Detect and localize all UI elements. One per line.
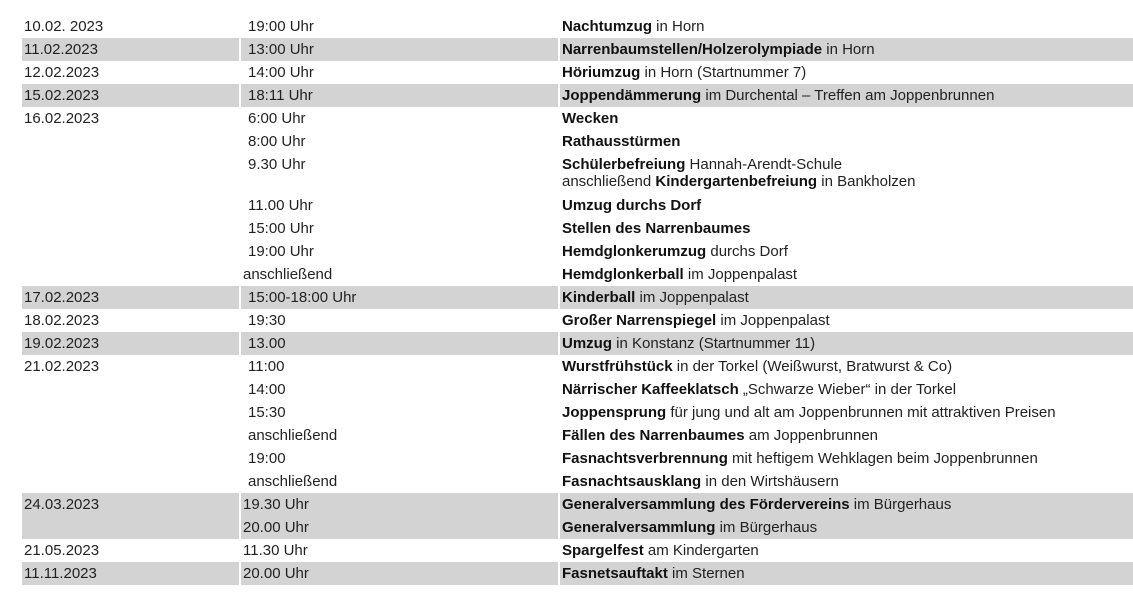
date-cell [22,107,239,130]
event-title: Nachtumzug [562,18,652,35]
event-cell [560,61,1133,84]
event-time: 15:30 [248,404,286,421]
date-cell [22,84,239,107]
date-cell [22,562,239,585]
table-row [22,153,1133,194]
event-time: 20.00 Uhr [243,519,309,536]
event-title: Wurstfrühstück [562,358,673,375]
event-title: Hemdglonkerumzug [562,243,707,260]
date-cell [22,355,239,378]
time-cell [241,194,558,217]
event-description-line [562,519,817,536]
table-row [22,539,1133,562]
time-cell [241,217,558,240]
time-cell [241,309,558,332]
time-cell [241,401,558,424]
table-row [22,194,1133,217]
event-detail: in der Torkel (Weißwurst, Bratwurst & Co) [672,358,953,375]
event-cell [560,424,1133,447]
event-title: Generalversammlung des Fördervereins [562,496,850,513]
event-date: 11.02.2023 [24,41,98,58]
date-cell [22,194,239,217]
event-title: Großer Narrenspiegel [562,312,717,329]
date-cell [22,447,239,470]
event-title: Fasnetsauftakt [562,565,668,582]
event-title: Fasnachtsverbrennung [562,450,728,467]
event-description [562,266,797,283]
event-description [562,565,745,582]
event-description [562,335,815,352]
event-cell [560,332,1133,355]
event-detail: in Horn [652,18,705,35]
event-description-line [562,18,705,35]
date-cell [22,61,239,84]
event-time: 11:00 [248,358,285,375]
event-time: 19:00 Uhr [248,18,314,35]
event-detail: in Konstanz (Startnummer 11) [612,335,816,352]
time-cell [241,84,558,107]
event-date: 16.02.2023 [24,110,100,127]
event-description-line [562,427,878,444]
event-cell [560,15,1133,38]
event-description-line [562,473,839,490]
event-description [562,427,878,444]
event-description [562,381,956,398]
event-cell [560,107,1133,130]
date-cell [22,516,239,539]
table-row [22,378,1133,401]
table-row [22,240,1133,263]
table-row [22,263,1133,286]
event-title: Närrischer Kaffeeklatsch [562,381,739,398]
table-row [22,309,1133,332]
time-cell [241,107,558,130]
event-time: 15:00 Uhr [248,220,314,237]
event-title: Fasnachtsausklang [562,473,702,490]
event-time: anschließend [243,266,333,283]
table-row [22,130,1133,153]
event-description [562,450,1038,467]
event-cell [560,493,1133,516]
table-row [22,447,1133,470]
event-cell [560,194,1133,217]
event-description [562,64,806,81]
event-description [562,41,875,58]
event-title: Schülerbefreiung [562,156,686,173]
date-cell [22,401,239,424]
event-date: 21.02.2023 [24,358,100,375]
event-title: Generalversammlung [562,519,716,536]
time-cell [241,378,558,401]
event-description-line [562,64,806,81]
event-cell [560,84,1133,107]
table-row [22,107,1133,130]
table-row [22,562,1133,585]
event-title: Joppensprung [562,404,667,421]
event-cell [560,38,1133,61]
event-detail: im Bürgerhaus [849,496,952,513]
table-row [22,516,1133,539]
date-cell [22,263,239,286]
time-cell [241,355,558,378]
event-description [562,197,701,214]
event-detail: in Horn (Startnummer 7) [640,64,807,81]
event-title: Hemdglonkerball [562,266,684,283]
event-description-line [562,156,916,173]
event-cell [560,286,1133,309]
event-time: 13:00 Uhr [248,41,314,58]
time-cell [241,38,558,61]
event-date: 19.02.2023 [24,335,100,352]
event-description [562,404,1056,421]
event-title: Höriumzug [562,64,641,81]
event-title: Wecken [562,110,619,127]
event-description-line [562,335,815,352]
event-description [562,312,830,329]
event-date: 17.02.2023 [24,289,100,306]
event-description [562,156,916,190]
event-description-line [562,133,680,150]
event-detail: im Joppenpalast [683,266,798,283]
event-time: 11.30 Uhr [243,542,308,559]
table-row [22,286,1133,309]
date-cell [22,470,239,493]
table-row [22,470,1133,493]
table-row [22,332,1133,355]
event-detail: im Bürgerhaus [715,519,818,536]
event-description-line [562,289,749,306]
event-cell [560,355,1133,378]
event-date: 21.05.2023 [24,542,100,559]
table-row [22,217,1133,240]
event-time: 19:00 Uhr [248,243,314,260]
event-description [562,496,951,513]
date-cell [22,378,239,401]
event-time: 15:00-18:00 Uhr [248,289,357,306]
time-cell [241,15,558,38]
event-description-line [562,41,875,58]
event-cell [560,401,1133,424]
time-cell [241,240,558,263]
event-detail: im Sternen [667,565,745,582]
event-description-line [562,358,952,375]
event-description-line [562,173,916,190]
table-row [22,15,1133,38]
event-date: 24.03.2023 [24,496,100,513]
event-detail: am Joppenbrunnen [744,427,879,444]
time-cell [241,493,558,516]
time-cell [241,516,558,539]
time-cell [241,562,558,585]
table-row [22,38,1133,61]
event-time: 19:00 [248,450,286,467]
event-detail: „Schwarze Wieber“ in der Torkel [738,381,957,398]
table-row [22,84,1133,107]
event-time: 6:00 Uhr [248,110,306,127]
event-title: Stellen des Narrenbaumes [562,220,751,237]
event-detail: in Horn [822,41,875,58]
event-description-line [562,110,618,127]
table-row [22,61,1133,84]
event-time: 8:00 Uhr [248,133,306,150]
event-description-line [562,565,745,582]
event-description-line [562,87,994,104]
event-description [562,519,817,536]
date-cell [22,332,239,355]
time-cell [241,470,558,493]
event-detail: im Joppenpalast [635,289,749,306]
event-detail: Hannah-Arendt-Schule [685,156,843,173]
event-schedule-table [22,15,1133,585]
event-title: Umzug durchs Dorf [562,197,702,214]
event-description [562,87,994,104]
event-cell [560,263,1133,286]
event-detail: im Joppenpalast [716,312,830,329]
event-detail: anschließend [562,173,656,190]
event-title: Umzug [562,335,612,352]
event-detail: in den Wirtshäusern [701,473,839,490]
event-cell [560,378,1133,401]
event-time: 19:30 [248,312,286,329]
time-cell [241,286,558,309]
table-row [22,401,1133,424]
event-description-line [562,243,788,260]
time-cell [241,539,558,562]
date-cell [22,38,239,61]
event-time: 14:00 [248,381,286,398]
event-time: 19.30 Uhr [243,496,309,513]
event-description [562,243,788,260]
event-time: 20.00 Uhr [243,565,309,582]
table-row [22,493,1133,516]
event-cell [560,539,1133,562]
event-cell [560,309,1133,332]
event-cell [560,217,1133,240]
event-cell [560,130,1133,153]
date-cell [22,539,239,562]
event-description-line [562,220,750,237]
event-detail: im Durchental – Treffen am Joppenbrunnen [701,87,995,104]
event-date: 11.11.2023 [24,565,97,582]
event-time: 13.00 [248,335,286,352]
date-cell [22,493,239,516]
time-cell [241,424,558,447]
event-time: anschließend [248,427,338,444]
time-cell [241,263,558,286]
event-detail: für jung und alt am Joppenbrunnen mit attraktiven Preisen [666,404,1056,421]
date-cell [22,309,239,332]
event-title: Narrenbaumstellen/Holzerolympiade [562,41,823,58]
event-detail: durchs Dorf [706,243,788,260]
event-date: 12.02.2023 [24,64,100,81]
event-description-line [562,542,759,559]
date-cell [22,130,239,153]
event-description [562,289,749,306]
event-title: Kindergartenbefreiung [655,173,818,190]
event-description-line [562,197,701,214]
time-cell [241,332,558,355]
date-cell [22,15,239,38]
event-time: 14:00 Uhr [248,64,314,81]
date-cell [22,153,239,194]
event-description [562,133,680,150]
event-detail: mit heftigem Wehklagen beim Joppenbrunnen [727,450,1038,467]
event-description-line [562,312,830,329]
event-title: Kinderball [562,289,636,306]
event-title: Joppendämmerung [562,87,702,104]
event-cell [560,516,1133,539]
event-description-line [562,381,956,398]
time-cell [241,61,558,84]
time-cell [241,130,558,153]
time-cell [241,153,558,194]
event-description-line [562,450,1038,467]
time-cell [241,447,558,470]
table-row [22,355,1133,378]
event-detail: am Kindergarten [643,542,759,559]
event-description [562,18,705,35]
event-description [562,473,839,490]
event-description [562,110,618,127]
event-description-line [562,266,797,283]
event-time: 9.30 Uhr [248,156,306,173]
event-time: 11.00 Uhr [248,197,313,214]
event-date: 18.02.2023 [24,312,100,329]
table-row [22,424,1133,447]
event-date: 10.02. 2023 [24,18,104,35]
event-detail: in Bankholzen [817,173,916,190]
event-description [562,220,750,237]
event-cell [560,240,1133,263]
date-cell [22,217,239,240]
event-time: 18:11 Uhr [248,87,313,104]
event-cell [560,562,1133,585]
event-cell [560,470,1133,493]
date-cell [22,424,239,447]
event-description-line [562,404,1056,421]
date-cell [22,286,239,309]
date-cell [22,240,239,263]
event-description [562,542,759,559]
event-description-line [562,496,951,513]
event-cell [560,447,1133,470]
event-title: Fällen des Narrenbaumes [562,427,745,444]
event-cell [560,153,1133,194]
event-time: anschließend [248,473,338,490]
event-date: 15.02.2023 [24,87,100,104]
event-title: Rathausstürmen [562,133,681,150]
event-title: Spargelfest [562,542,644,559]
event-description [562,358,952,375]
